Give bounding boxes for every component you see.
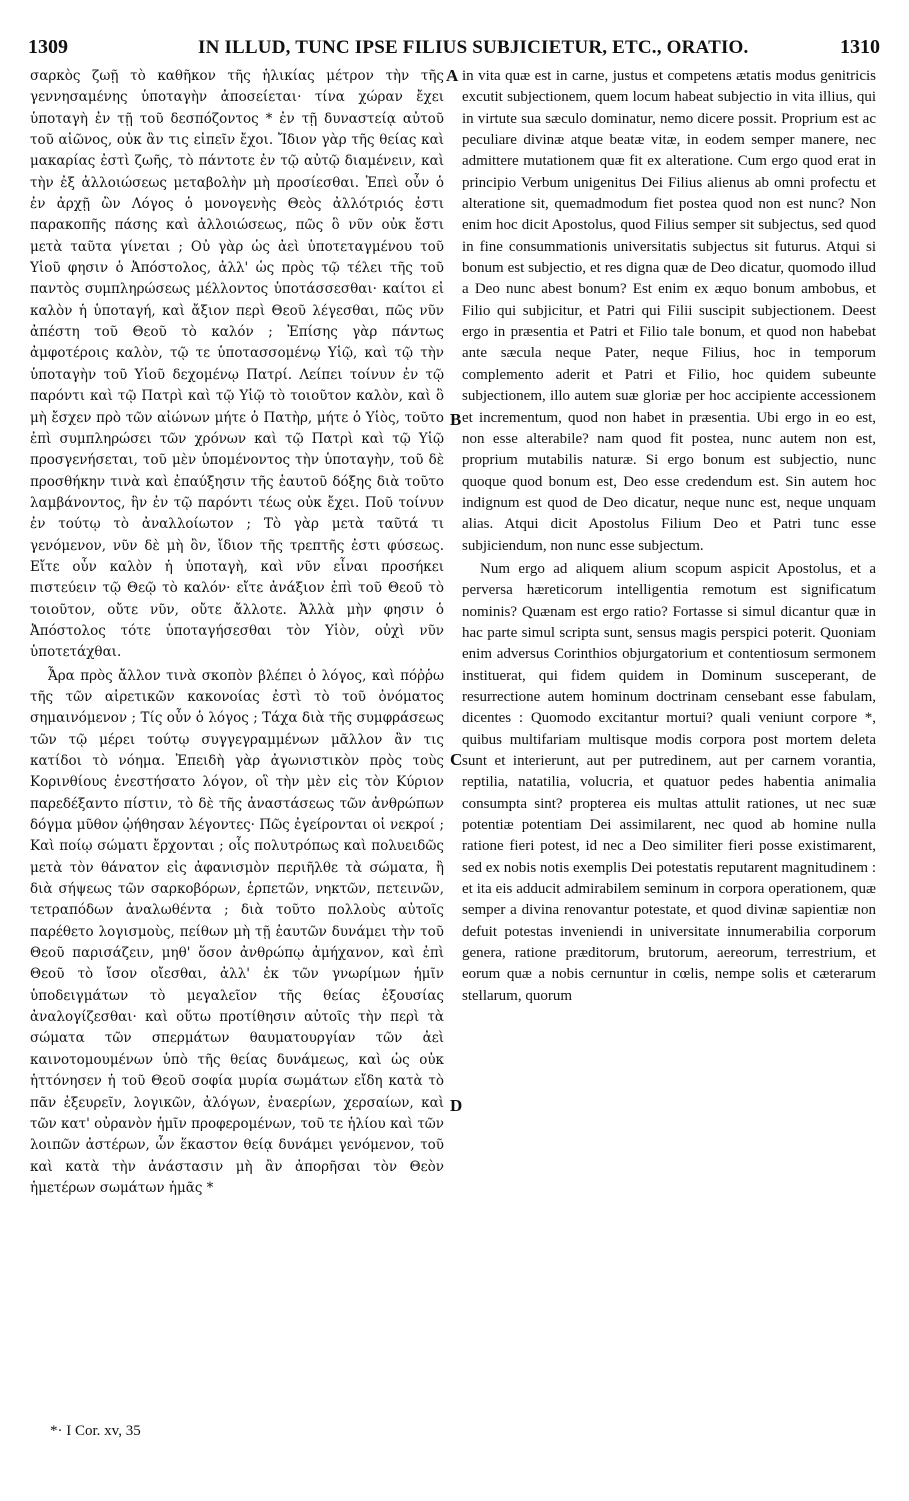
margin-letter-c: C [450, 750, 463, 769]
page-number-left: 1309 [28, 36, 68, 58]
latin-paragraph: Num ergo ad aliquem alium scopum aspicit Apostolus, et a perversa hæreticorum intelligentia remotum est significatum nominis? Quænam est ergo ratio? Fortasse si simul dicantur quæ in hac parte simul scripta sunt, sensus magis perspici poterit. Quoniam enim adversus Corinthios objurgatorium et contentiosum sermonem instituerat, qui fidem quidem in Dominum susceperant, de resurrectione autem hominum doctrinam censebant esse fabulam, dicentes : Quomodo excitantur mortui? quali veniunt corpore *, quibus multifariam multisque modis corpora post mortem deleta sunt et interierunt, aut per putredinem, aut per carnem vorantia, reptilia, natatilia, volucria, et quatuor pedes habentia animalia consumpta sint? propterea eis multas attulit rationes, ut nec suæ potentiæ potentiam Dei assimilarent, nec quod ab homine nulla ratione fieri potest, id nec a Deo similiter fieri posse existimarent, sed ex nobis notis exemplis Dei potestatis reputarent magnitudinem : et ita eis adducit admirabilem seminum in corpora operationem, quæ semper a divina renovantur potestate, et quod divinæ sapientiæ non defuit potestas inveniendi in universitate innumerabilia corporum genera, ratione præditorum, brutorum, aereorum, terrestrium, et eorum quæ a nobis cernuntur in cœlis, nempe solis et cæterarum stellarum, quorum [462, 560, 876, 1004]
footnote: *· I Cor. xv, 35 [50, 1423, 141, 1439]
margin-letter-b: B [450, 410, 462, 429]
greek-column [30, 66, 444, 1199]
greek-paragraph: Ἆρα πρὸς ἄλλον τινὰ σκοπὸν βλέπει ὁ λόγος, καὶ πόῤῥω τῆς τῶν αἱρετικῶν κακονοίας ἐστὶ τὸ τοῦ ὀνόματος σημαινόμενον ; Τίς οὖν ὁ λόγος ; Τάχα διὰ τῆς συμφράσεως τῶν τῷ μέρει τούτῳ συγγεγραμμένων μᾶλλον ἂν τις κατίδοι τὸ νόημα. Ἐπειδὴ γὰρ ἀγωνιστικὸν πρὸς τοὺς Κορινθίους ἐνεστήσατο λόγον, οἳ τὴν μὲν εἰς τὸν Κύριον παρεδέξαντο πίστιν, τὸ δὲ τῆς ἀναστάσεως τῶν ἀνθρώπων δόγμα μῦθον ᾠήθησαν λέγοντες· Πῶς ἐγείρονται οἱ νεκροί ; Καὶ ποίῳ σώματι ἔρχονται ; οἷς πολυτρόπως καὶ πολυειδῶς μετὰ τὸν θάνατον εἰς ἀφανισμὸν περιῆλθε τὰ σώματα, ἢ διὰ σήψεως τῶν σαρκοβόρων, ἑρπετῶν, νηκτῶν, πετεινῶν, τετραπόδων ἀναλωθέντα ; διὰ τοῦτο πολλοὺς αὐτοῖς παρέθετο λογισμοὺς, πείθων μὴ τῇ ἑαυτῶν δυνάμει τὴν τοῦ Θεοῦ παρισάζειν, μηθ' ὅσον ἀνθρώπῳ ἀμήχανον, καὶ ἐπὶ Θεοῦ τὸ ἴσον οἴεσθαι, ἀλλ' ἐκ τῶν γνωρίμων ἡμῖν ὑποδειγμάτων τὸ μεγαλεῖον τῆς θείας ἐξουσίας ἀναλογίζεσθαι· καὶ οὕτω προτίθησιν αὐτοῖς τὴν περὶ τὰ σώματα τῶν σπερμάτων θαυματουργίαν τῶν ἀεὶ καινοτομουμένων ὑπὸ τῆς θείας δυνάμεως, καὶ ὡς οὐκ ἡττόνησεν ἡ τοῦ Θεοῦ σοφία μυρία σωμάτων εἴδη κατὰ τὸ πᾶν ἐξευρεῖν, λογικῶν, ἀλόγων, ἐναερίων, χερσαίων, καὶ τῶν κατ' οὐρανὸν ἡμῖν προφερομένων, τοῦ τε ἡλίου καὶ τῶν λοιπῶν ἀστέρων, ὧν ἕκαστον θείᾳ δυνάμει γενόμενον, τοῦ καὶ κατὰ τὴν ἀνάστασιν μὴ ἂν ἀπορῆσαι τὸν Θεὸν ἡμετέρων σωμάτων ἡμᾶς * [30, 667, 444, 1196]
page-header [28, 36, 880, 62]
latin-paragraph: in vita quæ est in carne, justus et competens ætatis modus genitricis excutit subjectionem, quem locum habeat subjectio in vita illius, qui in virtute sua sæculo dominatur, nemo dicere possit. Proprium est ac peculiare divinæ atque beatæ vitæ, in eodem semper manere, nec admittere mutationem quæ fit ex alteratione. Cum ergo quod erat in principio Verbum unigenitus Dei Filius alienus ab omni profectu et alteratione sit, quemadmodum fiet postea quod non est nunc? Non enim hoc dicit Apostolus, quod Filius semper sit subjectus, sed quod in fine consummationis universitatis subjectus sit futurus. Atqui si bonum est subjectio, et res digna quæ de Deo dicatur, quomodo illud a Deo nunc abest bonum? Est enim ex æquo bonum ambobus, et Filio qui subjicitur, et Patri qui Filii suscipit subjectionem. Deest ergo in præsentia et Patri et Filio tale bonum, et quod non habebat ante sæcula neque Pater, neque Filius, hoc in temporum complemento aderit et Patri et Filio, hoc quidem subeunte subjectionem, illo autem suæ gloriæ per hoc accipiente accessionem et incrementum, quod non habet in præsentia. Ubi ergo in eo est, non esse alterabile? nam quod fit postea, nunc autem non est, proprium mutabilis naturæ. Si ergo bonum est subjectio, nunc quoque quod bonum est, Deo esse credendum est. Sin autem hoc indignum est quod de Deo dicatur, neque nunc est, neque unquam alias. Atqui dicit Apostolus Filium Deo et Patri tunc esse subjiciendum, non nunc esse subjectum. [462, 68, 876, 554]
greek-paragraph: σαρκὸς ζωῇ τὸ καθῆκον τῆς ἡλικίας μέτρον τὴν τῆς γεννησαμένης ὑποταγὴν ἀποσείεται· τίνα χώραν ἔχει ὑποταγὴ ἐν τῇ τοῦ δεσπόζοντος * ἐν τῇ δυναστείᾳ αὐτοῦ τοῦ αἰῶνος, οὐκ ἂν τις εἰπεῖν ἔχοι. Ἴδιον γὰρ τῆς θείας καὶ μακαρίας ἐστὶ ζωῆς, τὸ πάντοτε ἐν τῷ αὐτῷ διαμένειν, καὶ τὴν ἐξ ἀλλοιώσεως μεταβολὴν μὴ προσίεσθαι. Ἐπεὶ οὖν ὁ ἐν ἀρχῇ ὢν Λόγος ὁ μονογενὴς Θεὸς ἀλλότριός ἐστι παρακοπῆς πάσης καὶ ἀλλοιώσεως, πῶς ὃ νῦν οὐκ ἔστι μετὰ ταῦτα γίνεται ; Οὐ γὰρ ὡς ἀεὶ ὑποτεταγμένου τοῦ Υἱοῦ φησιν ὁ Ἀπόστολος, ἀλλ' ὡς πρὸς τῷ τέλει τῆς τοῦ παντὸς συμπληρώσεως μέλλοντος ὑποτάσσεσθαι· καίτοι εἰ καλὸν ἡ ὑποταγή, καὶ ἄξιον περὶ Θεοῦ λέγεσθαι, πῶς νῦν ἀπέστη τοῦ Θεοῦ τὸ καλόν ; Ἐπίσης γὰρ πάντως ἀμφοτέροις καλὸν, τῷ τε ὑποτασσομένῳ Υἱῷ, καὶ τῷ τὴν ὑποταγὴν τοῦ Υἱοῦ δεχομένῳ Πατρί. Λείπει τοίνυν ἐν τῷ παρόντι καὶ τῷ Πατρὶ καὶ τῷ Υἱῷ τὸ τοιοῦτον καλὸν, καὶ ὃ μὴ ἔσχεν πρὸ τῶν αἰώνων μήτε ὁ Πατὴρ, μήτε ὁ Υἱὸς, τοῦτο ἐπὶ συμπληρώσει τῶν χρόνων καὶ τῷ Πατρὶ καὶ τῷ Υἱῷ προσγενήσεται, τοῦ μὲν ὑπομένοντος τὴν ὑποταγὴν, τοῦ δὲ προσθήκην τινὰ καὶ ἐπαύξησιν τῆς ἑαυτοῦ δόξης διὰ τοῦτο λαμβάνοντος, ἣν ἐν τῷ παρόντι τέως οὐκ ἔχει. Ποῦ τοίνυν ἐν τούτῳ τὸ ἀναλλοίωτον ; Τὸ γὰρ μετὰ ταῦτά τι γενόμενον, νῦν δὲ μὴ ὂν, ἴδιον τῆς τρεπτῆς ἐστι φύσεως. Εἴτε οὖν καλὸν ἡ ὑποταγὴ, καὶ νῦν εἶναι προσήκει πιστεύειν τῷ Θεῷ τὸ καλόν· εἴτε ἀνάξιον ἐπὶ τοῦ Θεοῦ τὸ τοιοῦτον, οὔτε νῦν, οὔτε ἄλλοτε. Ἀλλὰ μὴν φησιν ὁ Ἀπόστολος τότε ὑποταγήσεσθαι τὸν Υἱὸν, οὐχὶ νῦν ὑποτετάχθαι. [30, 68, 444, 661]
margin-letter-d: D [450, 1096, 463, 1115]
running-title: IN ILLUD, TUNC IPSE FILIUS SUBJICIETUR, ETC., ORATIO. [198, 37, 749, 58]
latin-column [462, 66, 876, 1007]
margin-letter-a: A [446, 66, 459, 85]
page-number-right: 1310 [840, 36, 880, 58]
